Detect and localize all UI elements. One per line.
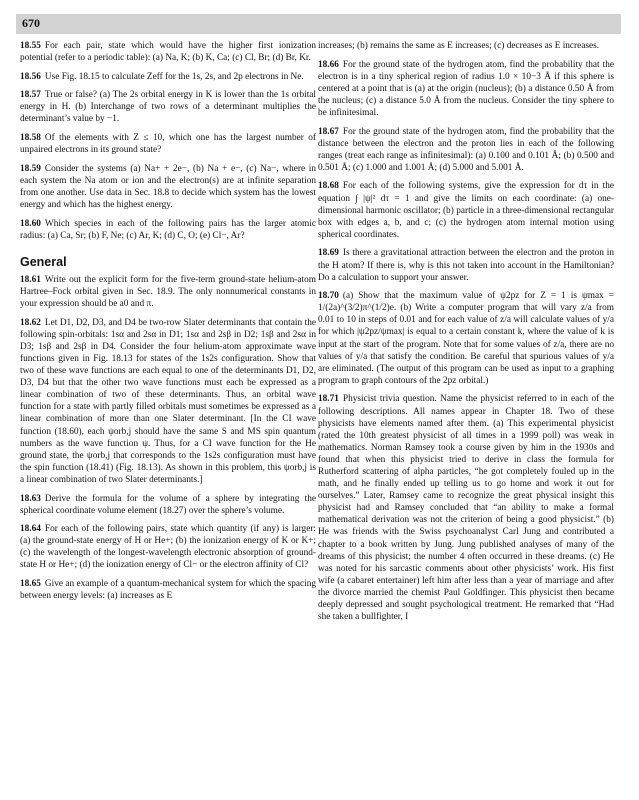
problem-number: 18.60 xyxy=(20,218,41,229)
problem-number: 18.68 xyxy=(318,181,339,192)
problem-text: Which species in each of the following pairs has the larger atomic radius: (a) Ca, Sr; (b) F, Ne; (c) Ar, K; (d) C, O; (e) Cl−, Ar? xyxy=(20,218,316,241)
problem-text: For each pair, state which would have the higher first ionization potential (refer to a periodic table): (a) Na, K; (b) K, Ca; (c) Cl, Br; (d) Br, Kr. xyxy=(20,41,316,64)
problem-list xyxy=(20,274,316,602)
problem-number: 18.61 xyxy=(20,274,41,285)
problem-item xyxy=(20,317,316,486)
problem-item xyxy=(20,132,316,156)
problem-text: Is there a gravitational attraction between the electron and the proton in the H atom? If there is, why is this not taken into account in the Hamiltonian? Do a calculation to support your answer. xyxy=(318,248,614,283)
section-heading: General xyxy=(20,254,67,269)
problem-text: Consider the systems (a) Na+ + 2e−, (b) Na + e−, (c) Na−, where in each system the Na atom or ion and the electron(s) are at infinite separation from one another. Use data in Sec. 18.8 to decide which system has the lowest energy and which has the highest energy. xyxy=(20,163,316,211)
problem-item xyxy=(318,59,614,119)
problem-number: 18.71 xyxy=(318,394,339,405)
page-number: 670 xyxy=(22,16,40,30)
problem-text: Of the elements with Z ≤ 10, which one has the largest number of unpaired electrons in its ground state? xyxy=(20,133,316,156)
problem-text: Derive the formula for the volume of a sphere by integrating the spherical coordinate volume element (18.27) over the sphere’s volume. xyxy=(20,493,316,516)
problem-number: 18.63 xyxy=(20,493,41,504)
left-column xyxy=(20,40,316,609)
problem-text: True or false? (a) The 2s orbital energy in K is lower than the 1s orbital energy in H. (b) Interchange of two rows of a determinant multiplies the determinant’s value by −1. xyxy=(20,90,316,125)
right-column xyxy=(318,40,614,630)
problem-item xyxy=(20,163,316,211)
page-header-bar xyxy=(16,14,621,34)
problem-item xyxy=(318,180,614,240)
problem-item xyxy=(20,274,316,310)
problem-number: 18.56 xyxy=(20,71,41,82)
problem-item xyxy=(318,393,614,623)
problem-item xyxy=(20,493,316,517)
problem-number: 18.59 xyxy=(20,163,41,174)
problem-item xyxy=(20,71,316,83)
problem-number: 18.58 xyxy=(20,133,41,144)
problem-text: Write out the explicit form for the five-term ground-state helium-atom Hartree–Fock orbital given in Sec. 18.9. The only nonnumerical constants in your expression should be a0 and π. xyxy=(20,274,316,310)
problem-number: 18.66 xyxy=(318,59,339,70)
problem-text: (a) Show that the maximum value of ψ2pz for Z = 1 is ψmax = 1/(2a)^(3/2)π^(1/2)e. (b) Write a computer program that will vary z/a from 0.01 to 10 in steps of 0.01 and for each value of z/a will calculate values of y/a for which |ψ2pz/ψmax| is equal to a certain constant k, where the value of k is input at the start of the program. Note that for some values of z/a, there are no values of y/a that satisfy the condition. Be careful that spurious values of y/a are eliminated. (The output of this program can be used as input to a graphing program to graph contours of the 2pz orbital.) xyxy=(318,291,614,386)
problem-item xyxy=(318,126,614,174)
problem-number: 18.64 xyxy=(20,524,41,535)
problem-list xyxy=(318,40,614,623)
problem-text: For each of the following pairs, state which quantity (if any) is larger: (a) the ground-state energy of H or He+; (b) the ionization energy of K or K+; (c) the wavelength of the longest-wavelength electronic absorption of ground-state H or He+; (d) the ionization energy of Cl− or the electron affinity of Cl? xyxy=(20,524,316,571)
problem-text: For the ground state of the hydrogen atom, find the probability that the distance between the electron and the proton lies in each of the following ranges (treat each range as infinitesimal): (a) 0.100 and 0.101 Å; (b) 0.500 and 0.501 Å; (c) 1.000 and 1.001 Å; (d) 5.000 and 5.001 Å. xyxy=(318,126,614,173)
problem-item xyxy=(20,89,316,125)
problem-number: 18.69 xyxy=(318,248,339,259)
problem-text: increases; (b) remains the same as E increases; (c) decreases as E increases. xyxy=(318,41,600,51)
problem-item xyxy=(318,40,614,52)
problem-number: 18.65 xyxy=(20,579,41,590)
problem-item xyxy=(20,218,316,242)
problem-number: 18.70 xyxy=(318,291,339,302)
problem-number: 18.67 xyxy=(318,126,339,137)
problem-text: Let D1, D2, D3, and D4 be two-row Slater determinants that contain the following spin-orbitals: 1sα and 2sα in D1; 1sα and 2sβ in D2; 1sβ and 2sα in D3; 1sβ and 2sβ in D4. Consider the four helium-atom approximate wave functions given in Fig. 18.13 for states of the 1s2s configuration. Show that two of these wave functions are each equal to one of the determinants D1, D2, D3, D4 but that the other two wave functions must each be expressed as a linear combination of two of these determinants. Thus, an orbital wave function for a state with partly filled orbitals must sometimes be expressed as a linear combination of more than one Slater determinant. [In the CI wave function (18.60), each ψorb,j should have the same S and MS spin quantum numbers as the wave function ψ. Thus, for a CI wave function for the He ground state, the ψorb,j that corresponds to the 1s2s configuration must have the spin function (18.41) (Fig. 18.13). As shown in this problem, this ψorb,j is a linear combination of two Slater determinants.] xyxy=(20,317,316,485)
problem-text: Use Fig. 18.15 to calculate Zeff for the 1s, 2s, and 2p electrons in Ne. xyxy=(44,71,304,82)
problem-item xyxy=(318,247,614,283)
problem-item xyxy=(20,523,316,571)
problem-text: Give an example of a quantum-mechanical system for which the spacing between energy levels: (a) increases as E xyxy=(20,579,316,602)
problem-text: Physicist trivia question. Name the physicist referred to in each of the following descriptions. All names appear in Chapter 18. Two of these physicists have elements named after them. (a) This experimental physicist (rated the 10th greatest physicist of all times in a 1999 poll) was weak in mathematics. Norman Ramsey took a course given by him in the 1930s and found that when this physicist tried to derive in class the formula for Rutherford scattering of alpha particles, “he got completely fouled up in the math, and he finally ended up telling us to go home and work it out for ourselves.” Later, Ramsey came to recognize the great physical insight this physicist had and Ramsey concluded that “an ability to make a formal mathematical derivation was not the criterion of being a good physicist.” (b) He was friends with the Swiss psychoanalyst Carl Jung and contributed a chapter to a book written by Jung. Jung published analyses of many of the dreams of this physicist; the number 4 often occurred in these dreams. (c) He was noted for his sarcastic comments about other physicists’ work. His first wife (a cabaret entertainer) left him after less than a year of marriage and after the divorce married the chemist Paul Goldfinger. This physicist then became deeply depressed and sought psychological treatment. He remarked that “Had she taken a bullfighter, I xyxy=(318,394,614,623)
problem-item xyxy=(20,40,316,64)
problem-text: For each of the following systems, give the expression for dτ in the equation ∫ |ψ|² dτ = 1 and give the limits on each coordinate: (a) one-dimensional harmonic oscillator; (b) particle in a three-dimensional rectangular box with edges a, b, and c; (c) the hydrogen atom internal motion using spherical coordinates. xyxy=(318,181,614,240)
problem-number: 18.57 xyxy=(20,90,41,101)
problem-item xyxy=(318,290,614,387)
problem-text: For the ground state of the hydrogen atom, find the probability that the electron is in a tiny spherical region of radius 1.0 × 10−3 Å if this sphere is centered at a point that is (a) at the origin (nucleus); (b) a distance 0.50 Å from the nucleus; (c) a distance 5.0 Å from the nucleus. Consider the tiny sphere to be infinitesimal. xyxy=(318,59,614,118)
problem-number: 18.55 xyxy=(20,41,41,51)
problem-item xyxy=(20,578,316,602)
problem-list xyxy=(20,40,316,242)
problem-number: 18.62 xyxy=(20,317,41,328)
